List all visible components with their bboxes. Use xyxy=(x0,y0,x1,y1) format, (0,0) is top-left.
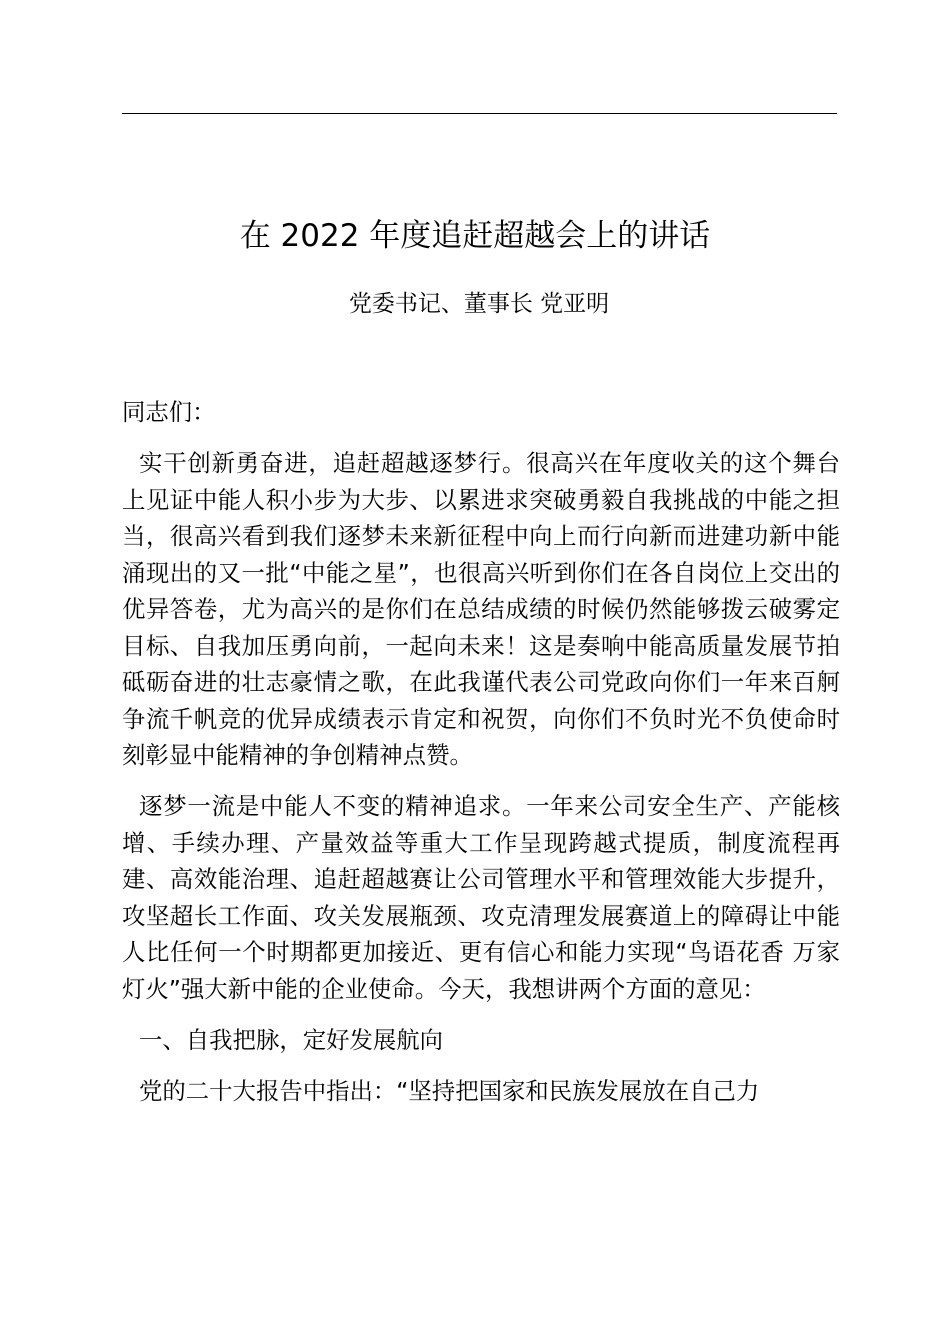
section-heading: 一、自我把脉，定好发展航向 xyxy=(139,1025,444,1054)
salutation: 同志们： xyxy=(122,398,216,426)
document-title: 在 2022 年度追赶超越会上的讲话 xyxy=(239,218,711,254)
body-paragraph: 实干创新勇奋进，追赶超越逐梦行。很高兴在年度收关的这个舞台上见证中能人积小步为大步、以累进求突破勇毅自我挑战的中能之担当，很高兴看到我们逐梦未来新征程中向上而行向新而进建功新中能涌现出的又一批“中能之星”，也很高兴听到你们在各自岗位上交出的优异答卷，尤为高兴的是你们在总结成绩的时候仍然能够拨云破雾定目标、自我加压勇向前，一起向未来！这是奏响中能高质量发展节拍砥砺奋进的壮志豪情之歌，在此我谨代表公司党政向你们一年来百舸争流千帆竞的优异成绩表示肯定和祝贺，向你们不负时光不负使命时刻彰显中能精神的争创精神点赞。 xyxy=(122,449,840,769)
document-body xyxy=(122,394,840,1124)
author-byline: 党委书记、董事长 党亚明 xyxy=(348,291,610,317)
body-paragraph: 党的二十大报告中指出：“坚持把国家和民族发展放在自己力 xyxy=(139,1076,760,1105)
header-rule xyxy=(122,113,837,114)
body-paragraph: 逐梦一流是中能人不变的精神追求。一年来公司安全生产、产能核增、手续办理、产量效益等重大工作呈现跨越式提质，制度流程再建、高效能治理、追赶超越赛让公司管理水平和管理效能大步提升，攻坚超长工作面、攻关发展瓶颈、攻克清理发展赛道上的障碍让中能人比任何一个时期都更加接近、更有信心和能力实现“鸟语花香 万家灯火”强大新中能的企业使命。今天，我想讲两个方面的意见： xyxy=(122,792,840,1003)
